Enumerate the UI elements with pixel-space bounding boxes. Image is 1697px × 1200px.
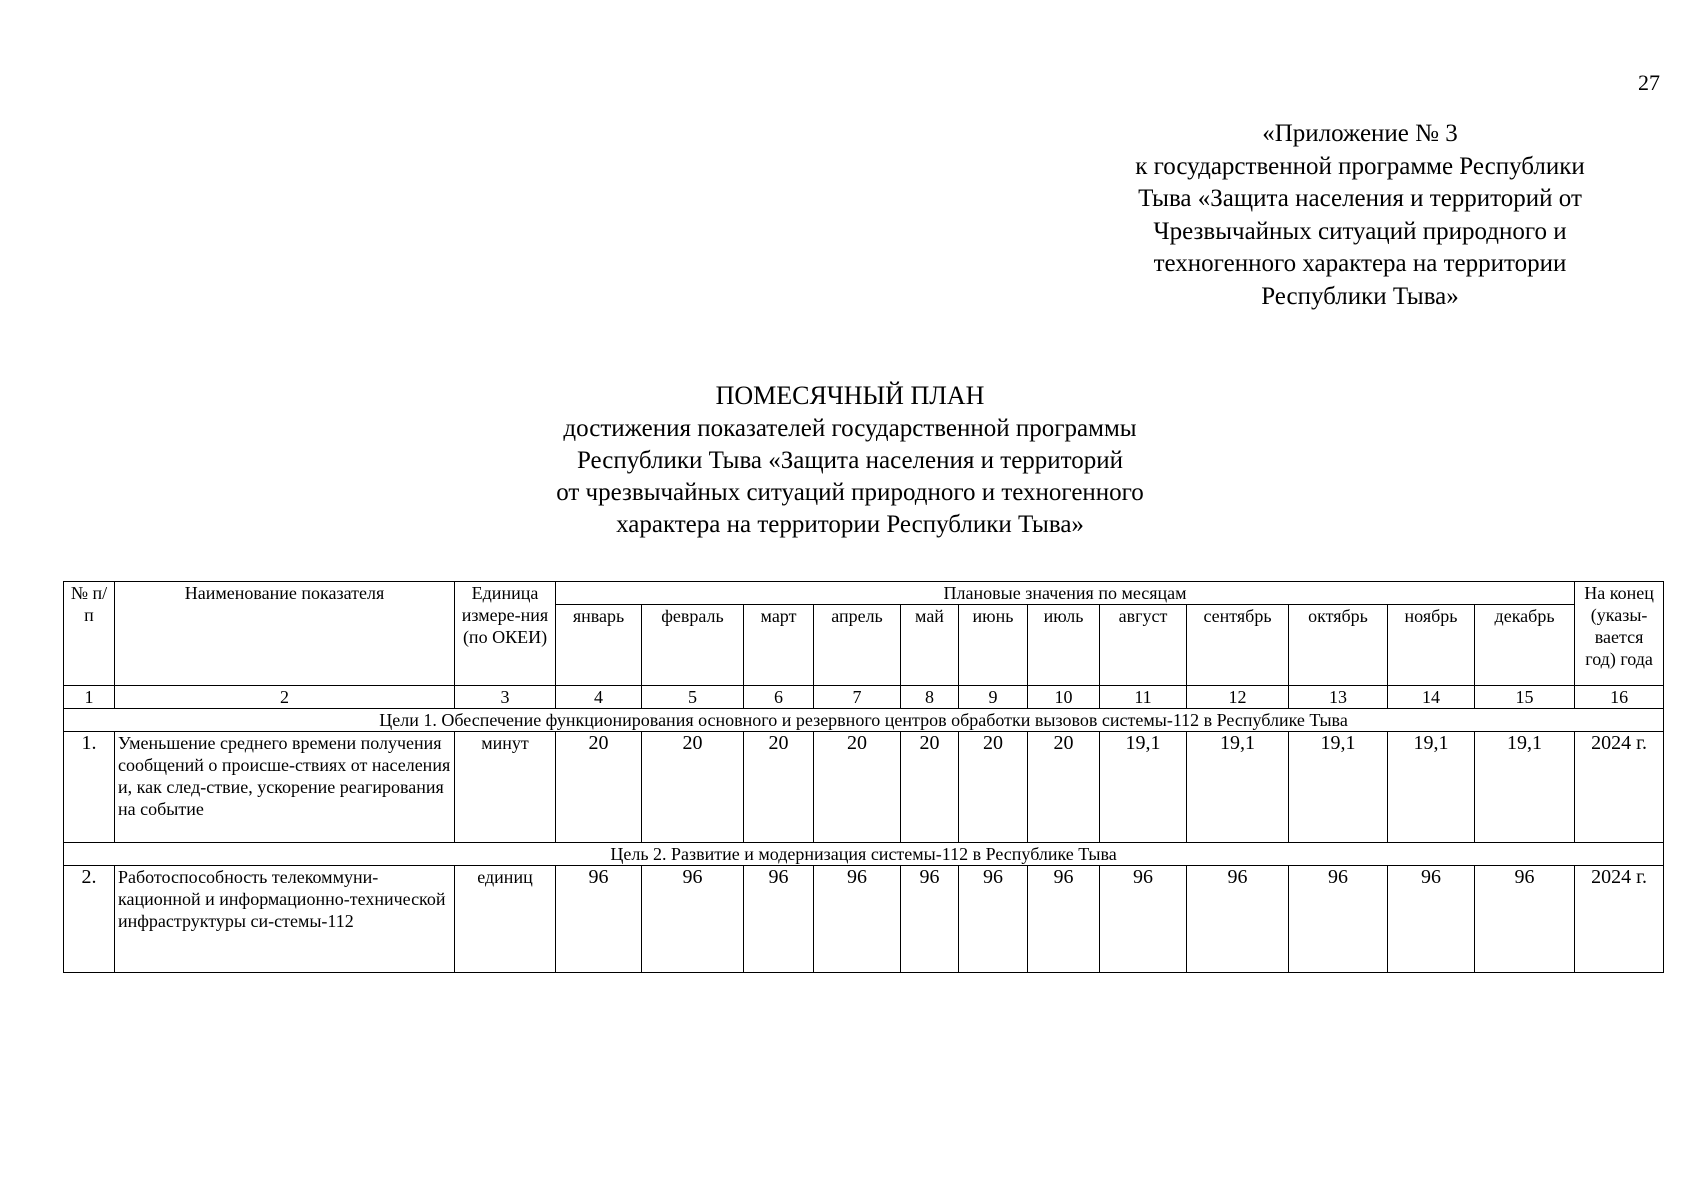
goal-title: Цель 2. Развитие и модернизация системы-112 в Республике Тыва [64, 843, 1664, 866]
column-number: 12 [1187, 686, 1289, 709]
column-number: 10 [1028, 686, 1100, 709]
month-value: 20 [556, 732, 642, 843]
indicator-name: Работоспособность телекоммуни-кационной и информационно-технической инфраструктуры си-стемы-112 [115, 866, 455, 973]
appendix-line: к государственной программе Республики [1135, 152, 1585, 180]
title-line: от чрезвычайных ситуаций природного и техногенного [556, 479, 1144, 506]
month-value: 96 [1289, 866, 1388, 973]
month-value: 96 [642, 866, 744, 973]
header-month: сентябрь [1187, 605, 1289, 686]
month-value: 19,1 [1289, 732, 1388, 843]
month-value: 19,1 [1187, 732, 1289, 843]
column-number: 1 [64, 686, 115, 709]
header-month: июль [1028, 605, 1100, 686]
document-title [450, 380, 1250, 541]
header-month: июнь [959, 605, 1028, 686]
column-number: 7 [814, 686, 901, 709]
month-value: 96 [1187, 866, 1289, 973]
appendix-line: Чрезвычайных ситуаций природного и [1153, 217, 1567, 245]
header-month: январь [556, 605, 642, 686]
month-value: 20 [1028, 732, 1100, 843]
month-value: 20 [744, 732, 814, 843]
unit-cell: минут [455, 732, 556, 843]
appendix-line: «Приложение № 3 [1262, 120, 1458, 147]
appendix-line: Республики Тыва» [1261, 282, 1459, 310]
header-month: апрель [814, 605, 901, 686]
title-line: Республики Тыва «Защита населения и территорий [576, 447, 1124, 474]
row-number: 2. [64, 866, 115, 973]
column-number: 14 [1388, 686, 1475, 709]
header-month: октябрь [1289, 605, 1388, 686]
header-month: декабрь [1475, 605, 1575, 686]
goal-row [64, 709, 1664, 732]
month-value: 19,1 [1100, 732, 1187, 843]
month-value: 96 [1475, 866, 1575, 973]
month-value: 19,1 [1388, 732, 1475, 843]
appendix-reference [1080, 118, 1640, 313]
title-line: характера на территории Республики Тыва» [616, 511, 1084, 538]
column-number: 16 [1575, 686, 1664, 709]
end-of-year-value: 2024 г. [1575, 732, 1664, 843]
header-month: август [1100, 605, 1187, 686]
month-value: 96 [1388, 866, 1475, 973]
header-month: февраль [642, 605, 744, 686]
table-row [64, 732, 1664, 843]
header-row [64, 582, 1664, 605]
column-number: 5 [642, 686, 744, 709]
header-name: Наименование показателя [115, 582, 455, 686]
row-number: 1. [64, 732, 115, 843]
header-planned-values: Плановые значения по месяцам [556, 582, 1575, 605]
title-line: достижения показателей государственной программы [563, 415, 1137, 442]
monthly-plan-table [63, 581, 1664, 973]
goal-title: Цели 1. Обеспечение функционирования основного и резервного центров обработки вызовов системы-112 в Республике Тыва [64, 709, 1664, 732]
month-value: 20 [642, 732, 744, 843]
appendix-line: техногенного характера на территории [1153, 250, 1567, 277]
month-value: 96 [959, 866, 1028, 973]
month-value: 96 [814, 866, 901, 973]
column-number: 8 [901, 686, 959, 709]
title-heading: ПОМЕСЯЧНЫЙ ПЛАН [715, 381, 985, 410]
month-value: 20 [959, 732, 1028, 843]
indicator-name: Уменьшение среднего времени получения сообщений о происше-ствиях от населения и, как след-ствие, ускорение реагирования на событие [115, 732, 455, 843]
column-numbers-row [64, 686, 1664, 709]
month-value: 20 [901, 732, 959, 843]
header-num: № п/п [64, 582, 115, 686]
page-number: 27 [1638, 70, 1660, 95]
column-number: 2 [115, 686, 455, 709]
goal-row [64, 843, 1664, 866]
column-number: 9 [959, 686, 1028, 709]
header-month: ноябрь [1388, 605, 1475, 686]
unit-cell: единиц [455, 866, 556, 973]
column-number: 3 [455, 686, 556, 709]
column-number: 13 [1289, 686, 1388, 709]
header-end-of-year: На конец (указы-вается год) года [1575, 582, 1664, 686]
appendix-line: Тыва «Защита населения и территорий от [1138, 185, 1582, 212]
column-number: 15 [1475, 686, 1575, 709]
table-row [64, 866, 1664, 973]
column-number: 4 [556, 686, 642, 709]
month-value: 19,1 [1475, 732, 1575, 843]
month-value: 96 [901, 866, 959, 973]
month-value: 96 [744, 866, 814, 973]
header-month: май [901, 605, 959, 686]
month-value: 96 [556, 866, 642, 973]
month-value: 96 [1100, 866, 1187, 973]
header-unit: Единица измере-ния (по ОКЕИ) [455, 582, 556, 686]
header-month: март [744, 605, 814, 686]
end-of-year-value: 2024 г. [1575, 866, 1664, 973]
column-number: 6 [744, 686, 814, 709]
column-number: 11 [1100, 686, 1187, 709]
month-value: 20 [814, 732, 901, 843]
month-value: 96 [1028, 866, 1100, 973]
